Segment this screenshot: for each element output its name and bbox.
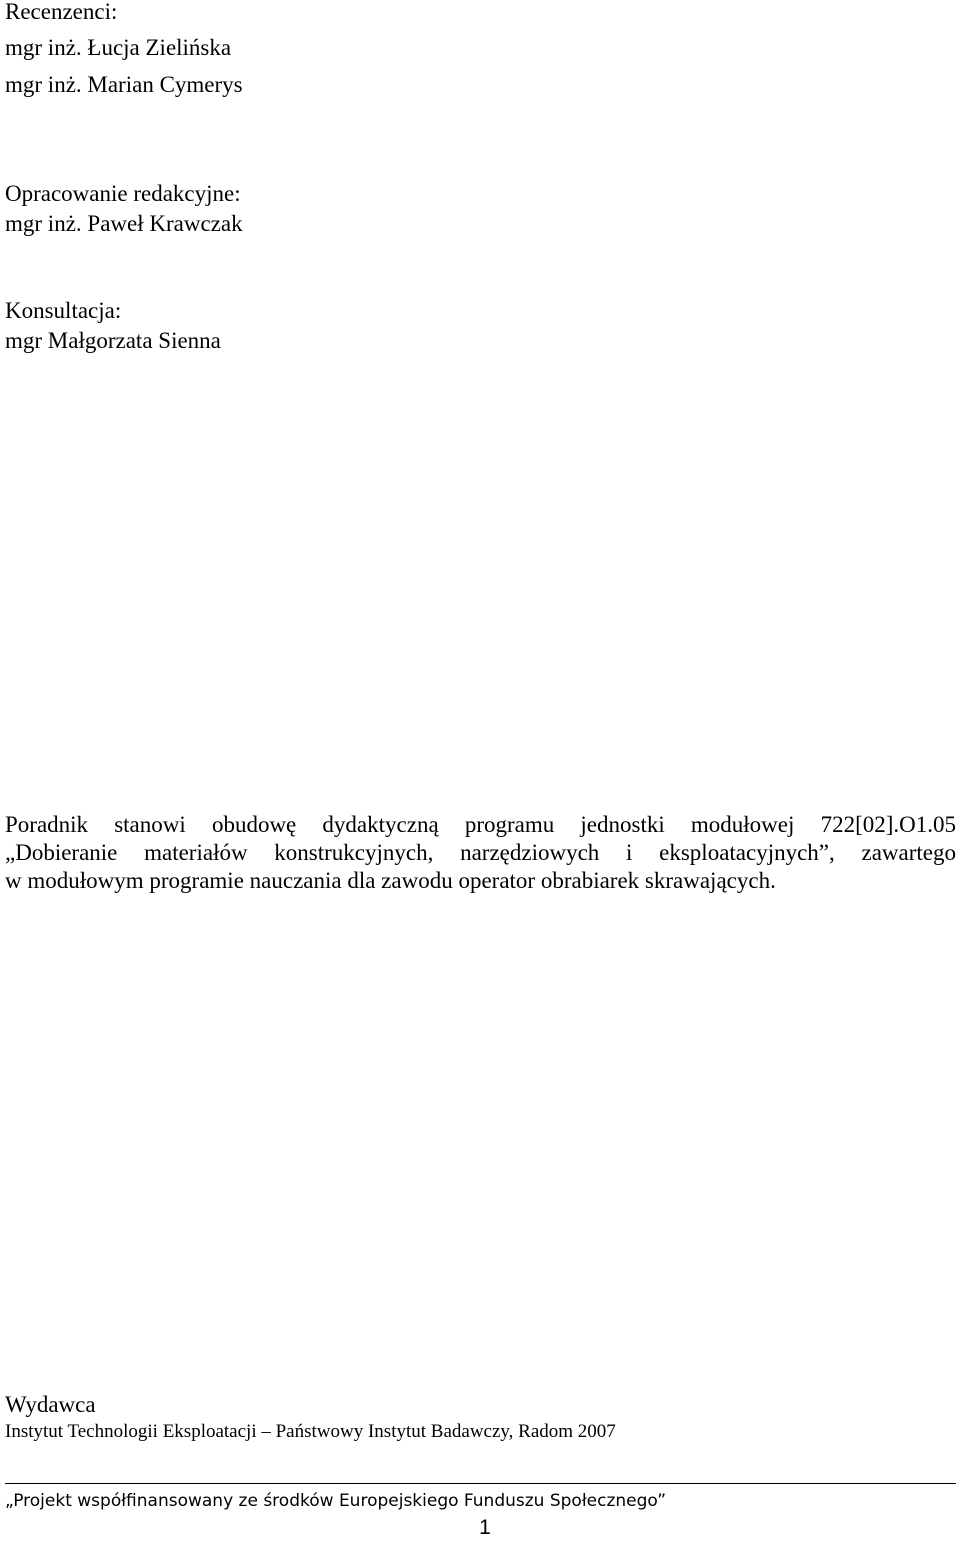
description-line-2: „Dobieranie materiałów konstrukcyjnych, narzędziowych i eksploatacyjnych”, zawartego bbox=[5, 840, 956, 865]
description-line-3: w modułowym programie nauczania dla zawodu operator obrabiarek skrawających. bbox=[5, 868, 776, 893]
reviewer-name-2: mgr inż. Marian Cymerys bbox=[5, 72, 243, 97]
funding-note: „Projekt współfinansowany ze środków Europejskiego Funduszu Społecznego” bbox=[5, 1491, 667, 1511]
footer-divider bbox=[5, 1483, 956, 1484]
description-paragraph bbox=[5, 811, 956, 895]
editorial-name: mgr inż. Paweł Krawczak bbox=[5, 211, 243, 236]
editorial-heading: Opracowanie redakcyjne: bbox=[5, 181, 241, 206]
description-line-1: Poradnik stanowi obudowę dydaktyczną programu jednostki modułowej 722[02].O1.05 bbox=[5, 812, 956, 837]
publisher-heading: Wydawca bbox=[5, 1392, 96, 1417]
consultation-heading: Konsultacja: bbox=[5, 298, 122, 323]
publisher-details: Instytut Technologii Eksploatacji – Państwowy Instytut Badawczy, Radom 2007 bbox=[5, 1421, 616, 1442]
consultation-name: mgr Małgorzata Sienna bbox=[5, 328, 221, 353]
page-number: 1 bbox=[479, 1516, 491, 1539]
reviewer-name-1: mgr inż. Łucja Zielińska bbox=[5, 35, 232, 60]
reviewers-heading: Recenzenci: bbox=[5, 0, 118, 24]
